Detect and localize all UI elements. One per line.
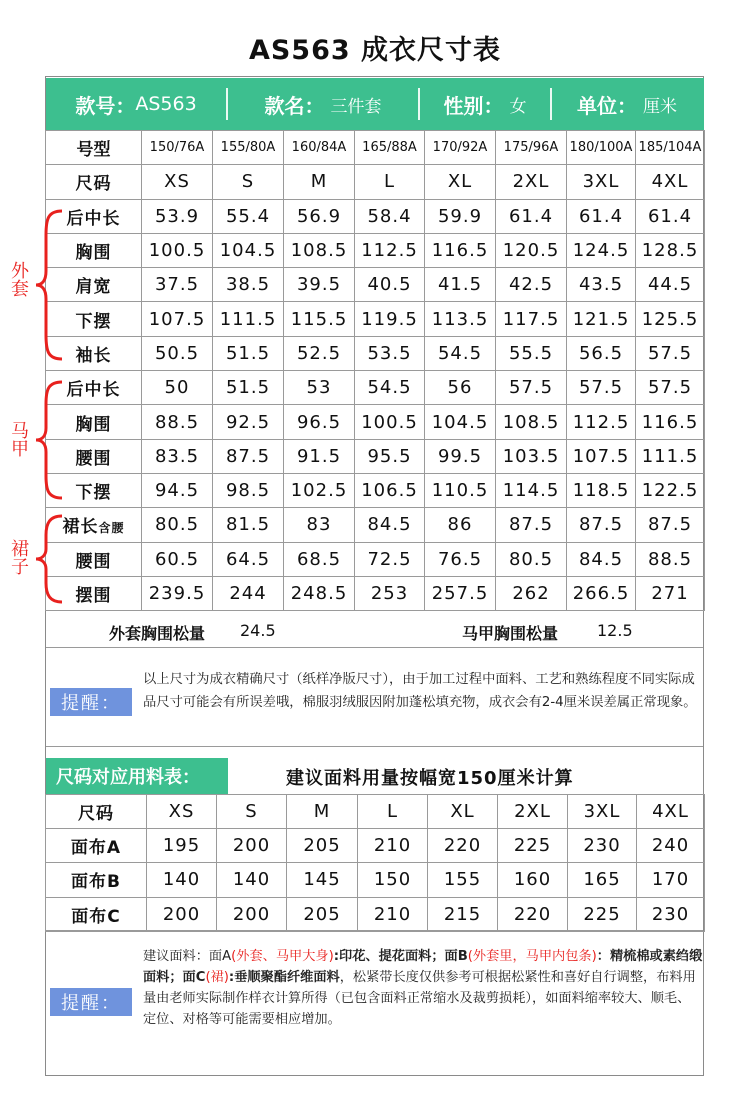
table-cell: XS xyxy=(142,165,213,199)
note-text: 建议面料：面A xyxy=(143,949,232,964)
table-cell: 102.5 xyxy=(284,473,355,507)
column-header: L xyxy=(358,795,428,829)
table-row xyxy=(46,542,705,576)
table-cell: 44.5 xyxy=(636,268,705,302)
row-label: 尺码 xyxy=(46,795,147,829)
table-cell: 88.5 xyxy=(142,405,213,439)
table-row xyxy=(46,233,705,267)
row-label-text: 胸围 xyxy=(75,243,112,264)
reminder-badge: 提醒： xyxy=(50,688,132,716)
table-row xyxy=(46,829,705,863)
unit xyxy=(552,78,702,130)
table-cell: 111.5 xyxy=(213,302,284,336)
row-label-text: 袖长 xyxy=(75,345,112,366)
column-header: S xyxy=(217,795,287,829)
table-cell: 80.5 xyxy=(496,542,567,576)
table-cell: 56.5 xyxy=(567,336,636,370)
table-cell: 53.9 xyxy=(142,199,213,233)
row-label-text: 腰围 xyxy=(75,448,112,469)
column-header: XS xyxy=(147,795,217,829)
table-cell: 118.5 xyxy=(567,473,636,507)
table-cell: 140 xyxy=(147,863,217,897)
table-cell: 57.5 xyxy=(496,371,567,405)
table-cell: 113.5 xyxy=(425,302,496,336)
table-cell: 76.5 xyxy=(425,542,496,576)
table-cell: 155/80A xyxy=(213,131,284,165)
row-label-text: 胸围 xyxy=(75,414,112,435)
table-cell: 60.5 xyxy=(142,542,213,576)
table-row xyxy=(46,863,705,897)
table-cell: 42.5 xyxy=(496,268,567,302)
note-red-text: (裙) xyxy=(205,970,229,985)
table-cell: 88.5 xyxy=(636,542,705,576)
vest-ease-value: 12.5 xyxy=(597,621,633,640)
table-cell: 40.5 xyxy=(355,268,425,302)
table-cell: 266.5 xyxy=(567,576,636,610)
header-divider xyxy=(226,88,228,120)
table-cell: 57.5 xyxy=(567,371,636,405)
note-bold-text: :垂顺聚酯纤维面料 xyxy=(228,970,340,985)
table-cell: 110.5 xyxy=(425,473,496,507)
header-divider xyxy=(550,88,552,120)
material-subtitle: 建议面料用量按幅宽150厘米计算 xyxy=(286,768,574,789)
row-label-text: 肩宽 xyxy=(75,277,112,298)
column-header: XL xyxy=(428,795,498,829)
table-cell: 239.5 xyxy=(142,576,213,610)
row-label: 面布C xyxy=(46,897,147,931)
table-row xyxy=(46,268,705,302)
note-text: ，松紧带长度仅供参考可根据松紧性和喜好自行调整，布料用量由老师实际制作样衣计算所得（已包含面料正常缩水及裁剪损耗），如面料缩率较大、顺毛、定位、对格等可能需要相应增加。 xyxy=(143,970,696,1027)
table-cell: 145 xyxy=(287,863,358,897)
table-cell: 122.5 xyxy=(636,473,705,507)
size-table xyxy=(45,130,705,611)
note-bold-text: :印花、提花面料；面B xyxy=(333,949,468,964)
table-cell: 107.5 xyxy=(567,439,636,473)
row-label-text: 摆围 xyxy=(75,586,112,606)
table-row xyxy=(46,165,705,199)
row-label-text: 后中长 xyxy=(66,208,121,229)
table-cell: 253 xyxy=(355,576,425,610)
style-name xyxy=(228,78,418,130)
table-cell: 80.5 xyxy=(142,508,213,542)
table-cell: 106.5 xyxy=(355,473,425,507)
table-cell: 104.5 xyxy=(425,405,496,439)
table-row xyxy=(46,508,705,542)
note-red-text: (外套、马甲大身) xyxy=(231,949,334,964)
table-cell: 50.5 xyxy=(142,336,213,370)
table-cell: 4XL xyxy=(636,165,705,199)
table-cell: 155 xyxy=(428,863,498,897)
table-cell: 58.4 xyxy=(355,199,425,233)
table-row xyxy=(46,405,705,439)
table-cell: 3XL xyxy=(567,165,636,199)
table-cell: 257.5 xyxy=(425,576,496,610)
table-cell: 100.5 xyxy=(142,233,213,267)
unit-value: 厘米 xyxy=(643,96,677,117)
table-cell: 53 xyxy=(284,371,355,405)
row-label xyxy=(46,131,142,165)
table-cell: 150 xyxy=(358,863,428,897)
material-title: 尺码对应用料表： xyxy=(46,758,228,794)
table-cell: 116.5 xyxy=(425,233,496,267)
table-cell: 230 xyxy=(637,897,705,931)
table-cell: 119.5 xyxy=(355,302,425,336)
table-cell: 43.5 xyxy=(567,268,636,302)
group-label-vest: 马甲 xyxy=(11,421,29,460)
table-cell: 230 xyxy=(568,829,637,863)
table-cell: 55.4 xyxy=(213,199,284,233)
table-header-row xyxy=(46,795,705,829)
table-cell: 103.5 xyxy=(496,439,567,473)
table-cell: 220 xyxy=(428,829,498,863)
row-label-text: 腰围 xyxy=(75,551,112,572)
table-cell: 165 xyxy=(568,863,637,897)
table-cell: 160/84A xyxy=(284,131,355,165)
table-cell: 205 xyxy=(287,829,358,863)
table-row xyxy=(46,302,705,336)
row-label: 面布A xyxy=(46,829,147,863)
table-cell: 72.5 xyxy=(355,542,425,576)
table-cell: 51.5 xyxy=(213,371,284,405)
table-cell: 111.5 xyxy=(636,439,705,473)
table-row xyxy=(46,199,705,233)
coat-brace xyxy=(30,205,70,365)
table-cell: 112.5 xyxy=(567,405,636,439)
table-cell: 84.5 xyxy=(567,542,636,576)
reminder-text: 以上尺寸为成衣精确尺寸（纸样净版尺寸），由于加工过程中面料、工艺和熟练程度不同实际成品尺寸可能会有所误差哦，棉服羽绒服因附加蓬松填充物，成衣会有2-4厘米误差属正常现象。 xyxy=(143,672,697,710)
table-cell: 170/92A xyxy=(425,131,496,165)
table-cell: 262 xyxy=(496,576,567,610)
row-label: 面布B xyxy=(46,863,147,897)
ease-row xyxy=(46,613,703,648)
table-cell: 271 xyxy=(636,576,705,610)
table-cell: 121.5 xyxy=(567,302,636,336)
table-cell: 215 xyxy=(428,897,498,931)
table-cell: 116.5 xyxy=(636,405,705,439)
material-table xyxy=(45,794,705,932)
table-cell: 108.5 xyxy=(496,405,567,439)
table-row xyxy=(46,473,705,507)
row-label xyxy=(46,165,142,199)
table-cell: 61.4 xyxy=(636,199,705,233)
table-cell: 81.5 xyxy=(213,508,284,542)
gender xyxy=(420,78,550,130)
column-header: 4XL xyxy=(637,795,705,829)
table-cell: 57.5 xyxy=(636,336,705,370)
table-cell: S xyxy=(213,165,284,199)
table-cell: 84.5 xyxy=(355,508,425,542)
row-label-text: 后中长 xyxy=(66,380,121,401)
table-cell: 220 xyxy=(498,897,568,931)
table-cell: 248.5 xyxy=(284,576,355,610)
coat-ease-label: 外套胸围松量 xyxy=(109,624,206,643)
row-label-text: 裙长 xyxy=(62,517,99,538)
table-cell: 210 xyxy=(358,897,428,931)
table-cell: 55.5 xyxy=(496,336,567,370)
table-cell: 94.5 xyxy=(142,473,213,507)
table-cell: 185/104A xyxy=(636,131,705,165)
table-cell: 2XL xyxy=(496,165,567,199)
material-reminder-text xyxy=(143,946,703,1030)
table-cell: 68.5 xyxy=(284,542,355,576)
table-cell: 180/100A xyxy=(567,131,636,165)
row-label-text: 尺码 xyxy=(75,174,112,195)
style-name-value: 三件套 xyxy=(330,96,382,117)
table-cell: 150/76A xyxy=(142,131,213,165)
info-header xyxy=(46,78,704,130)
table-cell: 57.5 xyxy=(636,371,705,405)
table-cell: 115.5 xyxy=(284,302,355,336)
table-cell: M xyxy=(284,165,355,199)
note-red-text: (外套里，马甲内包条) xyxy=(467,949,597,964)
header-divider xyxy=(418,88,420,120)
style-no xyxy=(46,78,226,130)
table-cell: 195 xyxy=(147,829,217,863)
column-header: 3XL xyxy=(568,795,637,829)
table-cell: 87.5 xyxy=(496,508,567,542)
table-cell: 140 xyxy=(217,863,287,897)
table-cell: 124.5 xyxy=(567,233,636,267)
table-cell: XL xyxy=(425,165,496,199)
gender-label: 性别： xyxy=(443,93,504,118)
page-title: AS563 成衣尺寸表 xyxy=(248,35,502,66)
table-cell: 107.5 xyxy=(142,302,213,336)
table-cell: 128.5 xyxy=(636,233,705,267)
column-header: 2XL xyxy=(498,795,568,829)
table-row xyxy=(46,131,705,165)
coat-ease-value: 24.5 xyxy=(240,621,276,640)
skirt-brace xyxy=(30,511,70,607)
table-row xyxy=(46,576,705,610)
table-cell: 54.5 xyxy=(355,371,425,405)
table-cell: 50 xyxy=(142,371,213,405)
divider xyxy=(46,746,703,747)
table-cell: 200 xyxy=(217,897,287,931)
table-cell: 91.5 xyxy=(284,439,355,473)
note-bold-text: ： xyxy=(596,949,610,964)
note-bold-text: 精梳棉或素绉缎面料；面C xyxy=(143,949,703,985)
table-cell: 61.4 xyxy=(496,199,567,233)
table-cell: 37.5 xyxy=(142,268,213,302)
table-cell: 96.5 xyxy=(284,405,355,439)
gender-value: 女 xyxy=(509,96,527,117)
table-cell: 175/96A xyxy=(496,131,567,165)
table-cell: 38.5 xyxy=(213,268,284,302)
table-cell: 244 xyxy=(213,576,284,610)
divider xyxy=(46,930,703,931)
table-cell: 117.5 xyxy=(496,302,567,336)
table-cell: 39.5 xyxy=(284,268,355,302)
table-cell: 98.5 xyxy=(213,473,284,507)
table-cell: 51.5 xyxy=(213,336,284,370)
table-cell: 100.5 xyxy=(355,405,425,439)
table-row xyxy=(46,439,705,473)
table-cell: 225 xyxy=(568,897,637,931)
table-cell: 83.5 xyxy=(142,439,213,473)
table-cell: L xyxy=(355,165,425,199)
table-cell: 108.5 xyxy=(284,233,355,267)
table-cell: 54.5 xyxy=(425,336,496,370)
table-cell: 125.5 xyxy=(636,302,705,336)
table-cell: 64.5 xyxy=(213,542,284,576)
table-cell: 205 xyxy=(287,897,358,931)
table-cell: 120.5 xyxy=(496,233,567,267)
table-cell: 87.5 xyxy=(636,508,705,542)
table-cell: 56.9 xyxy=(284,199,355,233)
material-bar xyxy=(46,758,703,794)
table-cell: 61.4 xyxy=(567,199,636,233)
row-label-note: 含腰 xyxy=(98,521,125,536)
table-row xyxy=(46,897,705,931)
vest-ease-label: 马甲胸围松量 xyxy=(462,624,559,643)
row-label-text: 下摆 xyxy=(75,483,112,504)
table-row xyxy=(46,371,705,405)
reminder-badge: 提醒： xyxy=(50,988,132,1016)
table-cell: 41.5 xyxy=(425,268,496,302)
style-no-value: AS563 xyxy=(135,93,197,115)
table-cell: 240 xyxy=(637,829,705,863)
unit-label: 单位： xyxy=(577,93,637,118)
table-cell: 104.5 xyxy=(213,233,284,267)
style-name-label: 款名： xyxy=(264,93,325,118)
column-header: M xyxy=(287,795,358,829)
table-cell: 52.5 xyxy=(284,336,355,370)
group-label-coat: 外套 xyxy=(11,261,29,300)
table-cell: 225 xyxy=(498,829,568,863)
group-label-skirt: 裙子 xyxy=(11,539,29,578)
table-cell: 92.5 xyxy=(213,405,284,439)
row-label-text: 下摆 xyxy=(75,311,112,332)
table-cell: 56 xyxy=(425,371,496,405)
table-cell: 95.5 xyxy=(355,439,425,473)
table-cell: 210 xyxy=(358,829,428,863)
table-cell: 59.9 xyxy=(425,199,496,233)
table-cell: 87.5 xyxy=(213,439,284,473)
table-cell: 112.5 xyxy=(355,233,425,267)
table-row xyxy=(46,336,705,370)
vest-brace xyxy=(30,376,70,504)
table-cell: 160 xyxy=(498,863,568,897)
table-cell: 165/88A xyxy=(355,131,425,165)
table-cell: 87.5 xyxy=(567,508,636,542)
table-cell: 200 xyxy=(147,897,217,931)
style-no-label: 款号： xyxy=(75,93,136,118)
table-cell: 53.5 xyxy=(355,336,425,370)
table-cell: 170 xyxy=(637,863,705,897)
table-cell: 83 xyxy=(284,508,355,542)
table-cell: 200 xyxy=(217,829,287,863)
table-cell: 114.5 xyxy=(496,473,567,507)
row-label-text: 号型 xyxy=(76,140,111,161)
table-cell: 99.5 xyxy=(425,439,496,473)
table-cell: 86 xyxy=(425,508,496,542)
